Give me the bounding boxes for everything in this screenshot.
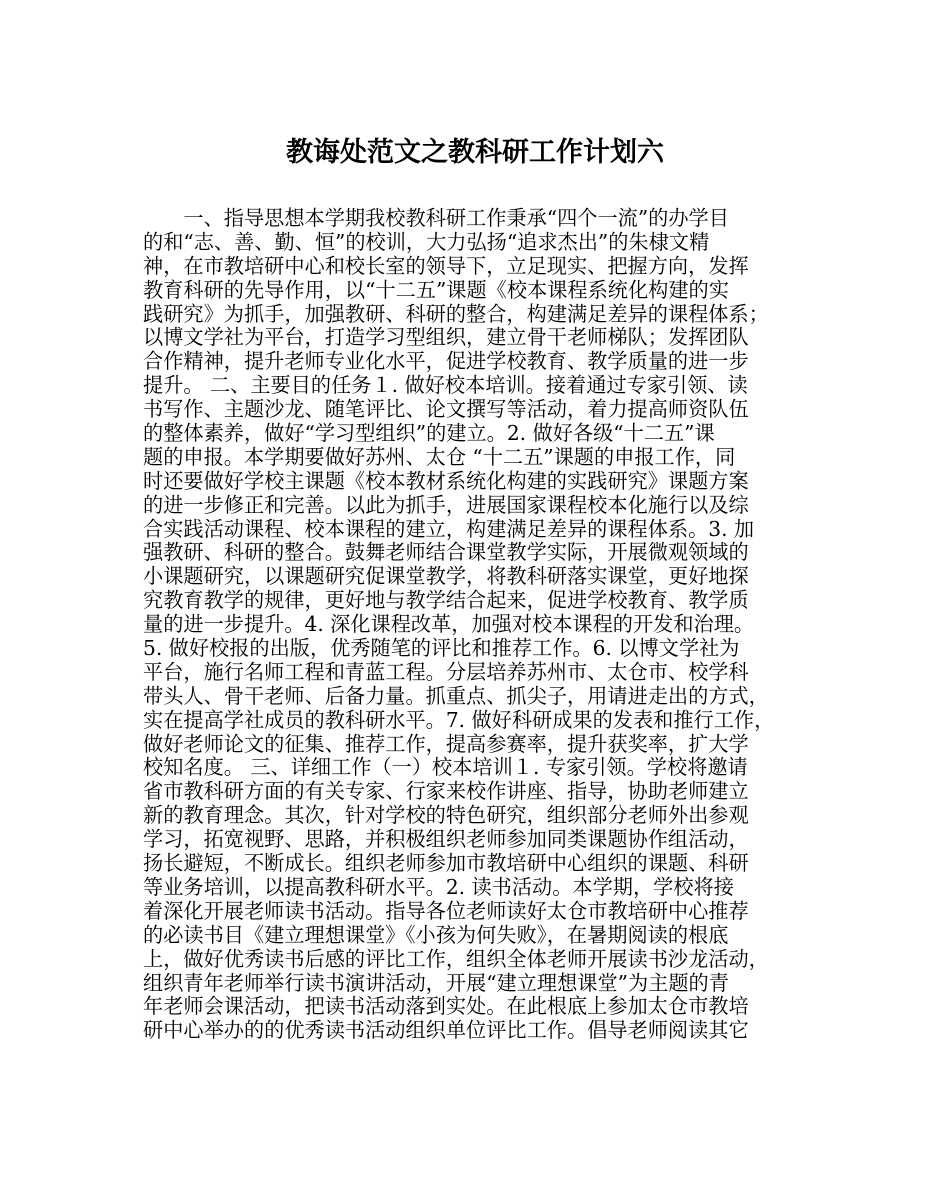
body-line: 扬长避短，不断成长。组织老师参加市教培研中心组织的课题、科研 [143,852,749,876]
body-line: 等业务培训，以提高教科研水平。2. 读书活动。本学期，学校将接 [143,875,734,899]
body-line: 实在提高学社成员的教科研水平。7. 做好科研成果的发表和推行工作， [143,708,775,732]
body-line: 践研究》为抓手，加强教研、科研的整合，构建满足差异的课程体系； [143,302,769,326]
body-line: 新的教育理念。其次，针对学校的特色研究，组织部分老师外出参观 [143,804,749,828]
body-line: 教育科研的先导作用，以“十二五”课题《校本课程系统化构建的实 [143,278,729,302]
body-line: 学习，拓宽视野、思路，并积极组织老师参加同类课题协作组活动， [143,828,749,852]
body-line: 5. 做好校报的出版，优秀随笔的评比和推荐工作。6. 以博文学社为 [143,637,740,661]
body-line: 题的申报。本学期要做好苏州、太仓 “十二五”课题的申报工作，同 [143,445,736,469]
body-line: 上，做好优秀读书后感的评比工作，组织全体老师开展读书沙龙活动， [143,947,769,971]
body-line: 的和“志、善、勤、恒”的校训，大力弘扬“追求杰出”的朱棣文精 [143,230,710,254]
document-body [143,207,823,1043]
body-line: 平台，施行名师工程和青蓝工程。分层培养苏州市、太仓市、校学科 [143,660,749,684]
body-line: 研中心举办的的优秀读书活动组织单位评比工作。倡导老师阅读其它 [143,1019,749,1043]
body-line: 的进一步修正和完善。以此为抓手，进展国家课程校本化施行以及综 [143,493,749,517]
body-line: 合实践活动课程、校本课程的建立，构建满足差异的课程体系。3. 加 [143,517,755,541]
body-line: 小课题研究，以课题研究促课堂教学，将教科研落实课堂，更好地探 [143,565,749,589]
body-line: 提升。 二、主要目的任务１. 做好校本培训。接着通过专家引领、读 [143,374,748,398]
body-line: 年老师会课活动，把读书活动落到实处。在此根底上参加太仓市教培 [143,995,749,1019]
body-line: 一、指导思想本学期我校教科研工作秉承“四个一流”的办学目 [143,207,729,230]
body-line: 书写作、主题沙龙、随笔评比、论文撰写等活动，着力提高师资队伍 [143,398,749,422]
body-line: 时还要做好学校主课题《校本教材系统化构建的实践研究》课题方案 [143,469,749,493]
body-line: 带头人、骨干老师、后备力量。抓重点、抓尖子，用请进走出的方式， [143,684,769,708]
body-line: 合作精神，提升老师专业化水平，促进学校教育、教学质量的进一步 [143,350,749,374]
body-line: 量的进一步提升。4. 深化课程改革，加强对校本课程的开发和治理。 [143,613,755,637]
body-line: 神，在市教培研中心和校长室的领导下，立足现实、把握方向，发挥 [143,254,749,278]
body-line: 的整体素养，做好“学习型组织”的建立。2. 做好各级“十二五”课 [143,422,715,446]
body-line: 的必读书目《建立理想课堂》《小孩为何失败》，在暑期阅读的根底 [143,923,729,947]
body-line: 强教研、科研的整合。鼓舞老师结合课堂教学实际，开展微观领域的 [143,541,749,565]
body-line: 省市教科研方面的有关专家、行家来校作讲座、指导，协助老师建立 [143,780,749,804]
body-line: 校知名度。 三、详细工作（一）校本培训１. 专家引领。学校将邀请 [143,756,748,780]
document-title: 教诲处范文之教科研工作计划六 [286,137,664,168]
body-line: 以博文学社为平台，打造学习型组织，建立骨干老师梯队；发挥团队 [143,326,749,350]
body-line: 组织青年老师举行读书演讲活动，开展“建立理想课堂”为主题的青 [143,971,729,995]
body-line: 究教育教学的规律，更好地与教学结合起来，促进学校教育、教学质 [143,589,749,613]
body-line: 做好老师论文的征集、推荐工作，提高参赛率，提升获奖率，扩大学 [143,732,749,756]
body-line: 着深化开展老师读书活动。指导各位老师读好太仓市教培研中心推荐 [143,899,749,923]
